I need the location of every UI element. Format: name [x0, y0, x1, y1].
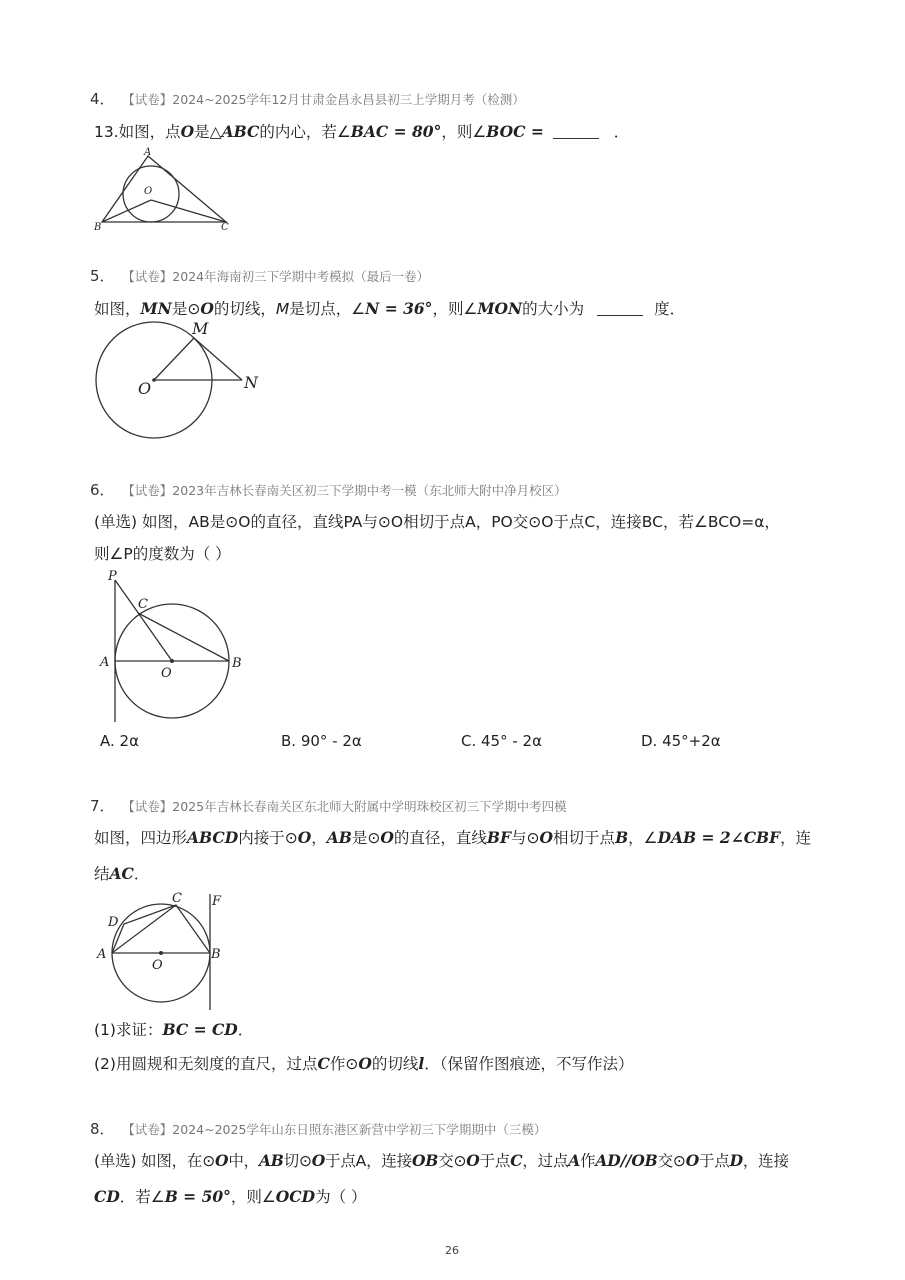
tangent-circle-figure: [92, 318, 272, 444]
question-6-line1: (单选) 如图，AB是⊙O的直径，直线PA与⊙O相切于点A，PO交⊙O于点C，连接BC，若∠BCO=α，: [94, 513, 780, 531]
question-number: 4．: [90, 90, 115, 108]
label-F: F: [212, 894, 222, 909]
page-number: 26: [445, 1244, 459, 1257]
label-D: D: [108, 915, 119, 930]
label-O: O: [152, 958, 163, 973]
question-5-text: 如图，MN是⊙O的切线，M是切点，∠N = 36°，则∠MON的大小为 度．: [94, 299, 686, 318]
question-source: 【试卷】2024~2025学年12月甘肃金昌永昌县初三上学期月考（检测）: [128, 92, 525, 107]
label-N: N: [244, 373, 258, 392]
incircle-triangle-figure: [88, 144, 248, 236]
question-number: 7．: [90, 797, 115, 815]
question-number: 6．: [90, 481, 115, 499]
question-source: 【试卷】2023年吉林长春南关区初三下学期中考一模（东北师大附中净月校区）: [128, 483, 567, 498]
question-4-text: 13.如图，点O是△ABC的内心，若∠BAC = 80°，则∠BOC = ．: [94, 122, 630, 141]
question-source: 【试卷】2024~2025学年山东日照东港区新营中学初三下学期期中（三模）: [128, 1122, 547, 1137]
question-source: 【试卷】2024年海南初三下学期中考模拟（最后一卷）: [128, 269, 430, 284]
answer-blank: [597, 301, 643, 316]
label-B: B: [232, 656, 242, 671]
question-4-header: [90, 88, 525, 109]
label-A: A: [100, 655, 110, 670]
label-P: P: [108, 569, 117, 584]
question-7-sub1: (1)求证：BC = CD．: [94, 1020, 254, 1039]
label-O: O: [138, 379, 152, 398]
label-O: O: [161, 666, 172, 681]
question-number: 5．: [90, 267, 115, 285]
label-B: B: [94, 222, 102, 233]
question-7-header: [90, 795, 567, 816]
label-A: A: [97, 947, 107, 962]
question-number: 8．: [90, 1120, 115, 1138]
question-source: 【试卷】2025年吉林长春南关区东北师大附属中学明珠校区初三下学期中考四模: [128, 799, 567, 814]
tangent-diameter-figure: [94, 566, 254, 726]
question-8-header: [90, 1118, 546, 1139]
option-b[interactable]: B. 90° - 2α: [281, 732, 362, 750]
label-B: B: [211, 947, 221, 962]
answer-blank: [553, 124, 599, 139]
label-M: M: [192, 319, 209, 338]
question-8-line2: CD．若∠B = 50°，则∠OCD为（ ）: [94, 1187, 367, 1206]
question-6-header: [90, 479, 567, 500]
label-C: C: [138, 597, 148, 612]
question-8-line1: (单选) 如图，在⊙O中，AB切⊙O于点A，连接OB交⊙O于点C，过点A作AD//OB交⊙O于点D，连接: [94, 1151, 789, 1170]
label-C: C: [172, 891, 182, 906]
option-c[interactable]: C. 45° - 2α: [461, 732, 542, 750]
label-O: O: [144, 186, 153, 197]
cyclic-quadrilateral-figure: [94, 888, 234, 1012]
question-5-header: [90, 265, 429, 286]
question-7-line1: 如图，四边形ABCD内接于⊙O，AB是⊙O的直径，直线BF与⊙O相切于点B，∠DAB = 2∠CBF，连: [94, 828, 812, 847]
question-6-line2: 则∠P的度数为（ ）: [94, 545, 231, 563]
option-d[interactable]: D. 45°+2α: [641, 732, 721, 750]
label-A: A: [144, 147, 152, 158]
question-7-sub2: (2)用圆规和无刻度的直尺，过点C作⊙O的切线l．（保留作图痕迹，不写作法）: [94, 1054, 634, 1073]
label-C: C: [221, 222, 229, 233]
option-a[interactable]: A. 2α: [100, 732, 139, 750]
question-7-line2: 结AC．: [94, 864, 150, 883]
